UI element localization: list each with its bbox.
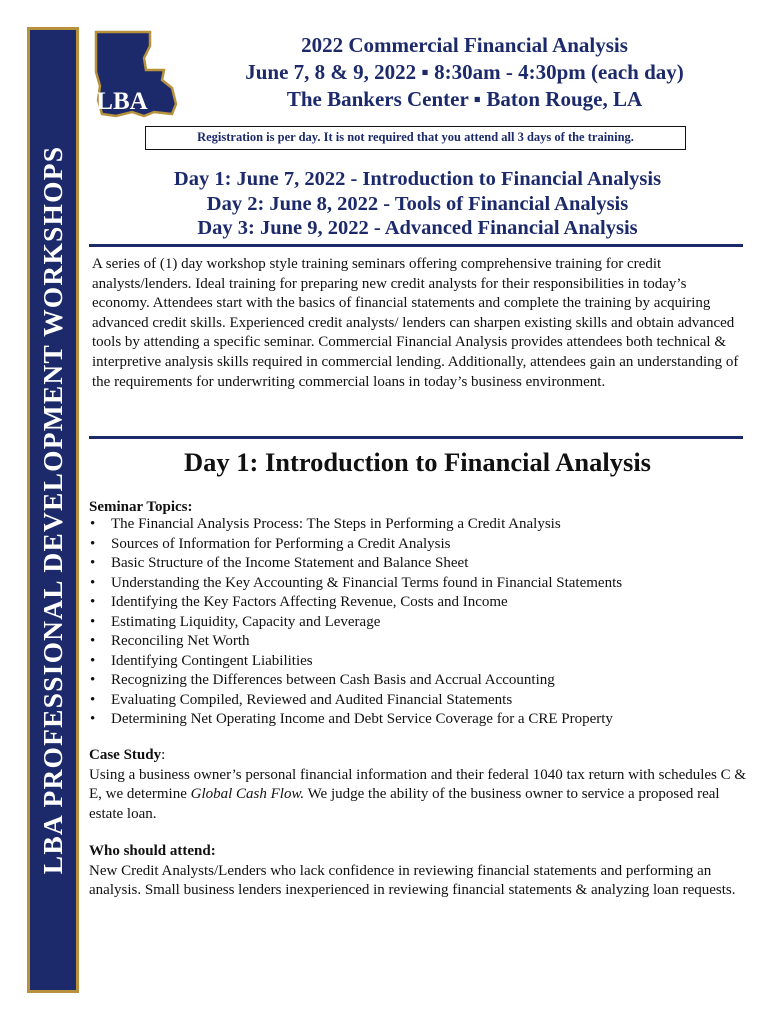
sidebar-banner [27,27,79,993]
day-1-heading: Day 1: June 7, 2022 - Introduction to Financial Analysis [173,168,662,190]
list-item: • Identifying Contingent Liabilities [89,652,749,672]
list-item: • Evaluating Compiled, Reviewed and Audited Financial Statements [89,691,749,711]
list-item: • Basic Structure of the Income Statement and Balance Sheet [89,554,749,574]
list-item: • Recognizing the Differences between Cash Basis and Accrual Accounting [89,671,749,691]
day-3-heading: Day 3: June 9, 2022 - Advanced Financial Analysis [197,217,638,239]
lba-logo [92,28,178,118]
case-study-emphasis: Global Cash Flow. [190,786,305,803]
registration-notice: Registration is per day. It is not required that you attend all 3 days of the training. [145,126,686,150]
divider [89,244,743,247]
case-study-text-part: We judge the ability of the business owner to service a proposed real estate loan. [89,786,720,822]
day-list [90,167,745,241]
list-item: • Reconciling Net Worth [89,632,749,652]
list-item: • Identifying the Key Factors Affecting Revenue, Costs and Income [89,593,749,613]
event-dates: June 7, 8 & 9, 2022 ▪ 8:30am - 4:30pm (each day) [245,60,684,84]
list-item: • Estimating Liquidity, Capacity and Leverage [89,613,749,633]
section-title: Day 1: Introduction to Financial Analysis [183,447,651,477]
list-item: • Sources of Information for Performing a Credit Analysis [89,535,749,555]
case-study-heading [89,746,749,766]
case-study-text [89,766,749,825]
list-item: • The Financial Analysis Process: The Steps in Performing a Credit Analysis [89,515,749,535]
who-should-attend-text: New Credit Analysts/Lenders who lack confidence in reviewing financial statements and performing an analysis. Small business lenders inexperienced in reviewing financial statements & analyzing loan requests. [89,862,736,899]
logo-text: LBA [96,88,148,115]
day-2-heading: Day 2: June 8, 2022 - Tools of Financial Analysis [206,192,629,215]
case-study-text-part: Using a business owner’s personal financial information and their federal 1040 tax return with schedules C & E, we determine [89,766,747,803]
event-location: The Bankers Center ▪ Baton Rouge, LA [286,87,643,111]
case-study-section [89,746,749,824]
sidebar-title: LBA PROFESSIONAL DEVELOPMENT WORKSHOPS [37,145,68,875]
case-study-label: Case Study [89,747,162,763]
topics-list [89,515,749,730]
case-study-colon: : [161,747,166,763]
topics-label: Seminar Topics: [89,499,193,515]
divider [89,436,743,439]
event-title: 2022 Commercial Financial Analysis [301,33,628,57]
intro-paragraph: A series of (1) day workshop style training seminars offering comprehensive training for credit analysts/lenders. Ideal training for preparing new credit analysts for their responsibilities in today’s economy. Attendees start with the basics of financial statements and complete the training by acquiring advanced credit skills. Experienced credit analysts/ lenders can sharpen existing skills and obtain advanced tools by attending a specific seminar. Commercial Financial Analysis provides attendees both technical & interpretive analysis skills required in commercial lending. Additionally, attendees gain an understanding of the requirements for underwriting commercial loans in today’s business environment. [92,256,739,390]
list-item: • Understanding the Key Accounting & Financial Terms found in Financial Statements [89,574,749,594]
who-should-attend-label: Who should attend: [89,843,216,859]
event-header [182,32,747,113]
who-should-attend-section [89,842,749,901]
list-item: • Determining Net Operating Income and Debt Service Coverage for a CRE Property [89,710,749,730]
